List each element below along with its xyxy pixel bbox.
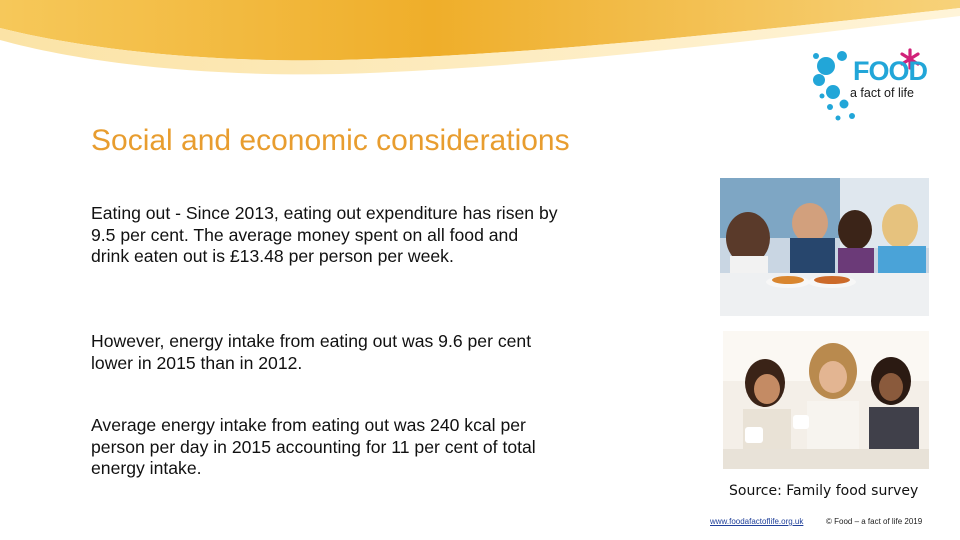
food-a-fact-of-life-logo [812, 44, 930, 124]
footer-copyright: © Food – a fact of life 2019 [826, 517, 923, 526]
paragraph-average-energy-intake: Average energy intake from eating out was 240 kcal per person per day in 2015 accounting for 11 per cent of total energy intake. [91, 415, 536, 478]
footer-website-link[interactable]: www.foodafactoflife.org.uk [710, 517, 804, 526]
slide-title: Social and economic considerations [91, 124, 570, 157]
paragraph-energy-intake-change: However, energy intake from eating out was 9.6 per cent lower in 2015 than in 2012. [91, 331, 532, 373]
women-drinking-coffee-photo [723, 331, 929, 469]
logo-tagline: a fact of life [850, 86, 914, 100]
source-caption: Source: Family food survey [729, 483, 919, 499]
friends-eating-pizza-photo [720, 178, 929, 316]
paragraph-eating-out-expenditure: Eating out - Since 2013, eating out expenditure has risen by 9.5 per cent. The average money spent on all food and drink eaten out is £13.48 per person per week. [91, 203, 558, 266]
logo-word: FOOD [853, 56, 927, 86]
